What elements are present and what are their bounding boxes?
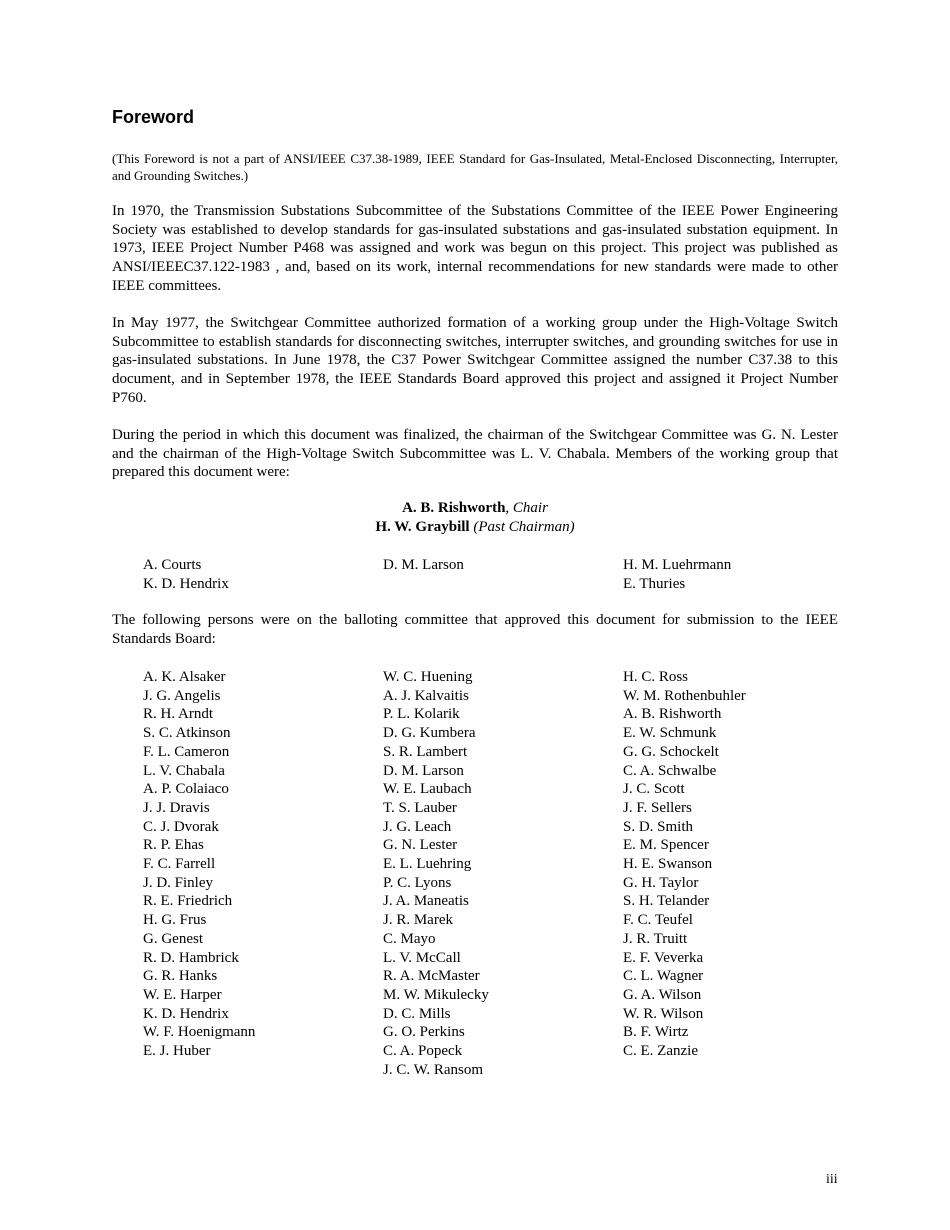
member-name: H. M. Luehrmann	[623, 557, 732, 573]
member-name: G. N. Lester	[383, 837, 458, 854]
working-group-column-1	[143, 556, 383, 593]
working-group-members	[143, 556, 863, 593]
paragraph-balloting: The following persons were on the balloting committee that approved this document for submission to the IEEE Standards Board:	[112, 612, 838, 647]
member-name: R. H. Arndt	[143, 706, 214, 723]
member-name: P. C. Lyons	[383, 874, 452, 891]
balloting-committee-members	[143, 668, 863, 1079]
member-name: W. C. Huening	[383, 669, 473, 685]
member-name: W. F. Hoenigmann	[143, 1024, 256, 1041]
member-name: H. C. Ross	[623, 669, 689, 685]
member-name: D. M. Larson	[383, 762, 464, 779]
member-name: E. Thuries	[623, 575, 686, 592]
member-name: P. L. Kolarik	[383, 706, 460, 723]
member-name: M. W. Mikulecky	[383, 986, 489, 1003]
member-name: W. M. Rothenbuhler	[623, 687, 746, 704]
member-name: G. Genest	[143, 930, 203, 947]
member-name: C. J. Dvorak	[143, 818, 219, 835]
member-name: D. M. Larson	[383, 557, 464, 573]
member-name: D. C. Mills	[383, 1005, 451, 1022]
past-chair-role: (Past Chairman)	[469, 518, 575, 535]
member-name: J. A. Maneatis	[383, 893, 469, 910]
member-name: W. E. Harper	[143, 986, 222, 1003]
member-name: A. P. Colaiaco	[143, 781, 229, 798]
member-name: G. H. Taylor	[623, 874, 699, 891]
member-name: K. D. Hendrix	[143, 1005, 229, 1022]
member-name: R. A. McMaster	[383, 968, 480, 985]
paragraph-history: In 1970, the Transmission Substations Subcommittee of the Substations Committee of the IEEE Power Engineering Society was established to develop standards for gas-insulated substations and gas-insulated substation equipment. In 1973, IEEE Project Number P468 was assigned and work was begun on this project. This project was published as ANSI/IEEEC37.122-1983 , and, based on its work, internal recommendations for new standards were made to other IEEE committees.	[112, 203, 838, 294]
member-name: J. C. W. Ransom	[383, 1061, 484, 1078]
working-group-officers	[112, 499, 838, 536]
member-name: J. R. Marek	[383, 912, 453, 929]
past-chair-line	[112, 518, 838, 537]
member-name: R. P. Ehas	[143, 837, 204, 854]
member-name: F. L. Cameron	[143, 743, 230, 760]
member-name: G. R. Hanks	[143, 968, 218, 985]
chair-role: , Chair	[505, 500, 548, 516]
member-name: E. W. Schmunk	[623, 725, 717, 742]
member-name: G. O. Perkins	[383, 1024, 465, 1041]
member-name: J. J. Dravis	[143, 799, 210, 816]
member-name: S. H. Telander	[623, 893, 710, 910]
member-name: R. E. Friedrich	[143, 893, 233, 910]
paragraph-chairmen: During the period in which this document was finalized, the chairman of the Switchgear Committee was G. N. Lester and the chairman of the High-Voltage Switch Subcommittee was L. V. Chabala. Members of the working group that prepared this document were:	[112, 427, 838, 481]
member-name: C. E. Zanzie	[623, 1043, 698, 1060]
member-name: J. G. Leach	[383, 818, 452, 835]
member-name: A. B. Rishworth	[623, 706, 722, 723]
member-name: C. L. Wagner	[623, 968, 704, 985]
member-name: B. F. Wirtz	[623, 1024, 689, 1041]
member-name: J. C. Scott	[623, 781, 685, 798]
member-name: H. E. Swanson	[623, 856, 713, 873]
balloting-column-3	[623, 668, 863, 1079]
member-name: E. J. Huber	[143, 1043, 211, 1060]
member-name: A. J. Kalvaitis	[383, 687, 469, 704]
member-name: G. A. Wilson	[623, 986, 702, 1003]
member-name: J. G. Angelis	[143, 687, 221, 704]
member-name: G. G. Schockelt	[623, 743, 719, 760]
foreword-note: (This Foreword is not a part of ANSI/IEEE C37.38-1989, IEEE Standard for Gas-Insulated, Metal-Enclosed Disconnecting, Interrupter, and Grounding Switches.)	[112, 151, 838, 183]
working-group-column-3	[623, 556, 863, 593]
member-name: A. Courts	[143, 557, 202, 573]
member-name: J. R. Truitt	[623, 930, 688, 947]
member-name: J. D. Finley	[143, 874, 214, 891]
member-name: E. L. Luehring	[383, 856, 472, 873]
chair-line	[112, 499, 838, 518]
member-name: F. C. Teufel	[623, 912, 693, 929]
past-chair-name: H. W. Graybill	[375, 518, 470, 535]
member-name: C. A. Schwalbe	[623, 762, 717, 779]
paragraph-working-group-formation: In May 1977, the Switchgear Committee authorized formation of a working group under the High-Voltage Switch Subcommittee to establish standards for disconnecting switches, interrupter switches, and grounding switches for use in gas-insulated substations. In June 1978, the C37 Power Switchgear Committee assigned the number C37.38 to this document, and in September 1978, the IEEE Standards Board approved this project and assigned it Project Number P760.	[112, 315, 838, 406]
chair-name: A. B. Rishworth	[402, 500, 506, 516]
member-name: E. F. Veverka	[623, 949, 704, 966]
member-name: E. M. Spencer	[623, 837, 709, 854]
member-name: D. G. Kumbera	[383, 725, 476, 742]
member-name: F. C. Farrell	[143, 856, 216, 873]
member-name: C. Mayo	[383, 930, 436, 947]
member-name: S. C. Atkinson	[143, 725, 231, 742]
member-name: W. E. Laubach	[383, 781, 472, 798]
member-name: J. F. Sellers	[623, 799, 692, 816]
balloting-column-1	[143, 668, 383, 1079]
member-name: T. S. Lauber	[383, 799, 457, 816]
member-name: K. D. Hendrix	[143, 575, 229, 592]
member-name: H. G. Frus	[143, 912, 207, 929]
member-name: S. R. Lambert	[383, 743, 468, 760]
member-name: A. K. Alsaker	[143, 669, 226, 685]
member-name: C. A. Popeck	[383, 1043, 463, 1060]
balloting-column-2	[383, 668, 623, 1079]
member-name: S. D. Smith	[623, 818, 694, 835]
member-name: L. V. Chabala	[143, 762, 225, 779]
working-group-column-2	[383, 556, 623, 593]
member-name: L. V. McCall	[383, 949, 461, 966]
page-number: iii	[826, 1172, 838, 1187]
page-title: Foreword	[112, 107, 195, 127]
member-name: R. D. Hambrick	[143, 949, 239, 966]
member-name: W. R. Wilson	[623, 1005, 704, 1022]
